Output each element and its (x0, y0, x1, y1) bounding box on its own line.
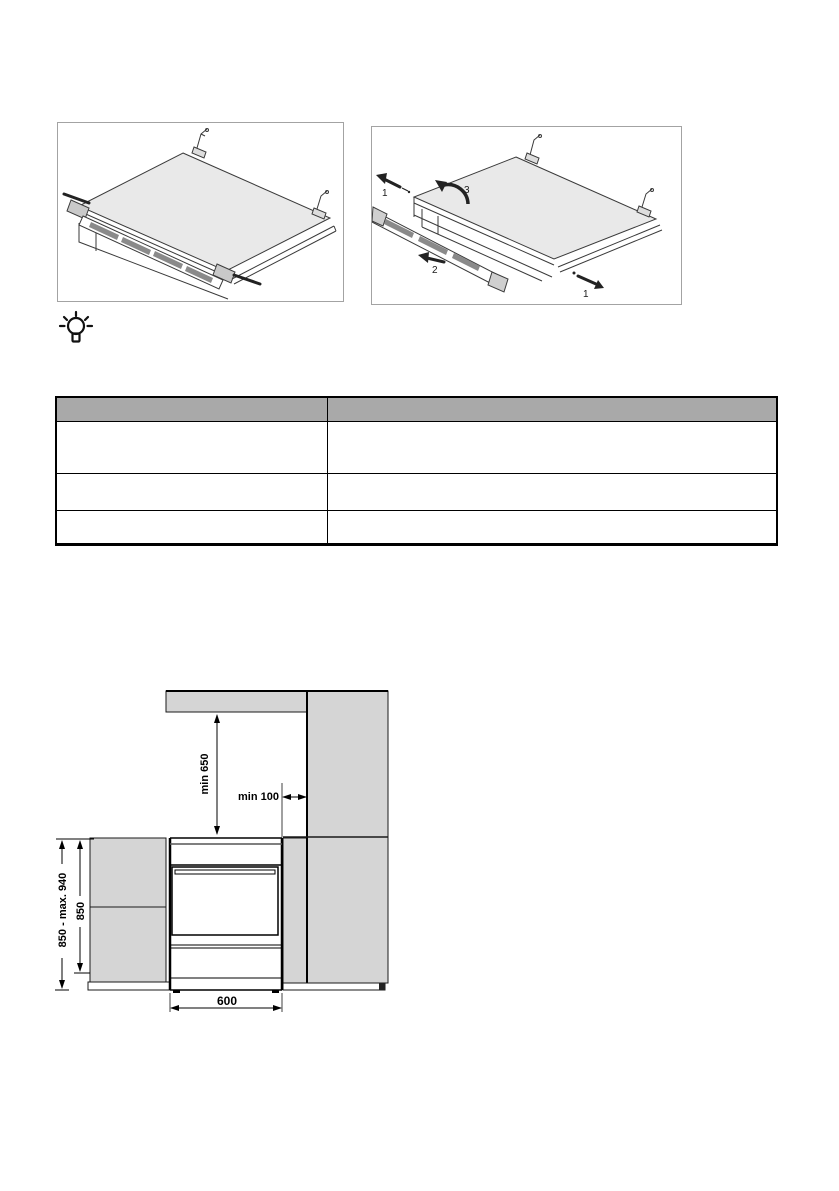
step-3-label: 3 (464, 185, 470, 196)
oven-door (172, 867, 278, 935)
dim-appliance-width (170, 993, 282, 1012)
spec-table (55, 396, 778, 546)
hinge-back (525, 135, 542, 165)
hinge-back (192, 129, 209, 159)
height-range-label: 850 - max. 940 (57, 872, 69, 948)
dim-clearance-above (199, 715, 217, 834)
cooker (170, 838, 282, 993)
figure-lid-exploded (371, 126, 682, 305)
table-cell (327, 511, 777, 545)
arrow-grille (427, 258, 444, 262)
hinge-right (312, 191, 329, 220)
table-header-cell-2 (327, 397, 777, 422)
figure-lid-assembled (57, 122, 344, 302)
table-cell (56, 474, 327, 511)
right-plinth (283, 983, 385, 990)
pin-left (64, 194, 89, 203)
pin-right (234, 275, 260, 284)
table-cell (56, 422, 327, 474)
right-base-cabinet (283, 838, 307, 983)
table-row (56, 474, 777, 511)
left-plinth (88, 982, 170, 990)
arrow-pin-top (384, 179, 400, 187)
hood-cabinet (166, 691, 307, 712)
tip-lightbulb-icon (57, 310, 95, 352)
step-1-top-label: 1 (382, 188, 388, 199)
table-cell (327, 422, 777, 474)
oven-handle (175, 870, 275, 874)
table-header-cell-1 (56, 397, 327, 422)
dim-clearance-side (238, 783, 306, 837)
lid-assembled-drawing (58, 123, 343, 301)
worktop-height-label: 850 (75, 901, 87, 921)
appliance-width-label: 600 (216, 994, 238, 1008)
step-2-label: 2 (432, 265, 438, 276)
clearance-above-label: min 650 (199, 753, 211, 795)
lid-exploded-drawing (372, 127, 681, 304)
arrow-pin-bottom (578, 276, 596, 284)
table-cell (327, 474, 777, 511)
installation-dimensions-diagram (50, 680, 395, 1025)
left-base-cabinet (90, 838, 166, 982)
hinge-right (637, 189, 654, 218)
table-cell (56, 511, 327, 545)
step-1-bottom-label: 1 (583, 289, 589, 300)
clearance-side-label: min 100 (238, 791, 279, 803)
table-header-row (56, 397, 777, 422)
glass-panel (414, 157, 656, 259)
table-row (56, 422, 777, 474)
dim-worktop-height (73, 841, 90, 973)
table-row (56, 511, 777, 545)
